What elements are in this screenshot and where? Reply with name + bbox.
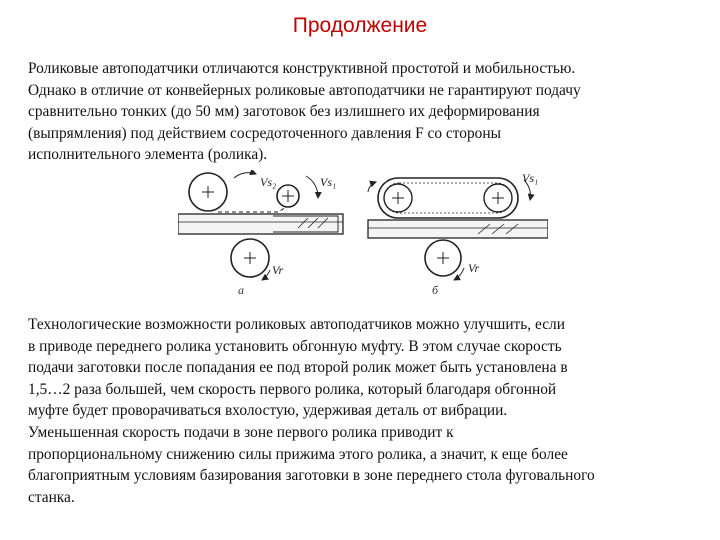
text-line: исполнительного элемента (ролика). bbox=[28, 146, 268, 164]
text-line: подачи заготовки после попадания ее под второй ролик может быть установлена в bbox=[28, 359, 568, 377]
label-vr-b: Vr bbox=[468, 261, 480, 275]
table-a bbox=[178, 214, 343, 234]
text-line: Роликовые автоподатчики отличаются конструктивной простотой и мобильностью. bbox=[28, 60, 576, 77]
roller-feeder-diagram bbox=[178, 170, 548, 302]
text-line: благоприятным условиям базирования заготовки в зоне переднего стола фуговального bbox=[28, 467, 595, 485]
text-line: Уменьшенная скорость подачи в зоне первого ролика приводит к bbox=[28, 424, 454, 441]
text-line: Технологические возможности роликовых автоподатчиков можно улучшить, если bbox=[28, 316, 565, 333]
label-vs1-b: Vs₁ bbox=[522, 171, 539, 185]
table-b bbox=[368, 220, 548, 238]
paragraph-intro bbox=[28, 58, 708, 166]
text-line: пропорциональному снижению силы прижима этого ролика, а значит, к еще более bbox=[28, 445, 568, 463]
paragraph-conclusion bbox=[28, 422, 708, 508]
paragraph-improvement bbox=[28, 314, 708, 422]
text-line: Однако в отличие от конвейерных роликовые автоподатчики не гарантируют подачу bbox=[28, 81, 581, 99]
text-line: станка. bbox=[28, 488, 75, 506]
text-line: в приводе переднего ролика установить обгонную муфту. В этом случае скорость bbox=[28, 337, 562, 355]
caption-b: б bbox=[432, 283, 439, 297]
label-vr-a: Vr bbox=[272, 263, 284, 277]
text-line: (выпрямления) под действием сосредоточенного давления F со стороны bbox=[28, 124, 501, 142]
diagram-b bbox=[368, 171, 548, 297]
text-line: 1,5…2 раза большей, чем скорость первого ролика, который благодаря обгонной bbox=[28, 380, 557, 398]
label-vs1-a: Vs₁ bbox=[320, 175, 337, 189]
text-line: муфте будет проворачиваться вхолостую, удерживая деталь от вибрации. bbox=[28, 402, 508, 420]
text-line: сравнительно тонких (до 50 мм) заготовок без излишнего их деформирования bbox=[28, 103, 540, 121]
diagram-a bbox=[178, 173, 343, 297]
caption-a: а bbox=[238, 283, 244, 297]
slide-title: Продолжение bbox=[292, 14, 428, 37]
label-vs2-a: Vs₂ bbox=[260, 175, 277, 189]
